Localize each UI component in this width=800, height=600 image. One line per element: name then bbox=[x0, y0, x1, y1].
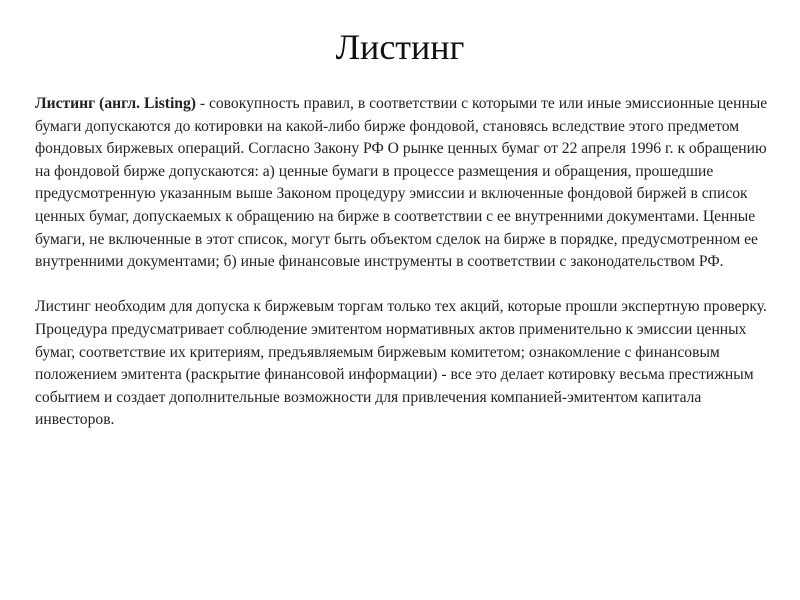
slide-title: Листинг bbox=[335, 27, 465, 67]
definition-text: - совокупность правил, в соответствии с которыми те или иные эмиссионные ценные бумаги допускаются до котировки на какой-либо бирже фондовой, становясь вследствие этого предметом фондовых биржевых операций. Согласно Закону РФ О рынке ценных бумаг от 22 апреля 1996 г. к обращению на фондовой бирже допускаются: а) ценные бумаги в процессе размещения и обращения, прошедшие предусмотренную указанным выше Законом процедуру эмиссии и включенные фондовой биржей в список ценных бумаг, допускаемых к обращению на бирже в соответствии с ее внутренними документами. Ценные бумаги, не включенные в этот список, могут быть объектом сделок на бирже в порядке, предусмотренном ее внутренними документами; б) иные финансовые инструменты в соответствии с законодательством РФ. bbox=[35, 95, 768, 271]
term-note-bold: (англ. Listing) bbox=[99, 95, 196, 112]
definition-paragraph bbox=[35, 93, 770, 274]
term-bold: Листинг bbox=[35, 95, 96, 112]
purpose-paragraph: Листинг необходим для допуска к биржевым торгам только тех акций, которые прошли экспертную проверку. Процедура предусматривает соблюдение эмитентом нормативных актов применительно к эмиссии ценных бумаг, соответствие их критериям, предъявляемым биржевым комитетом; ознакомление с финансовым положением эмитента (раскрытие финансовой информации) - все это делает котировку весьма престижным событием и создает дополнительные возможности для привлечения компанией-эмитентом капитала инвесторов. bbox=[35, 298, 767, 429]
slide-body bbox=[35, 93, 770, 432]
